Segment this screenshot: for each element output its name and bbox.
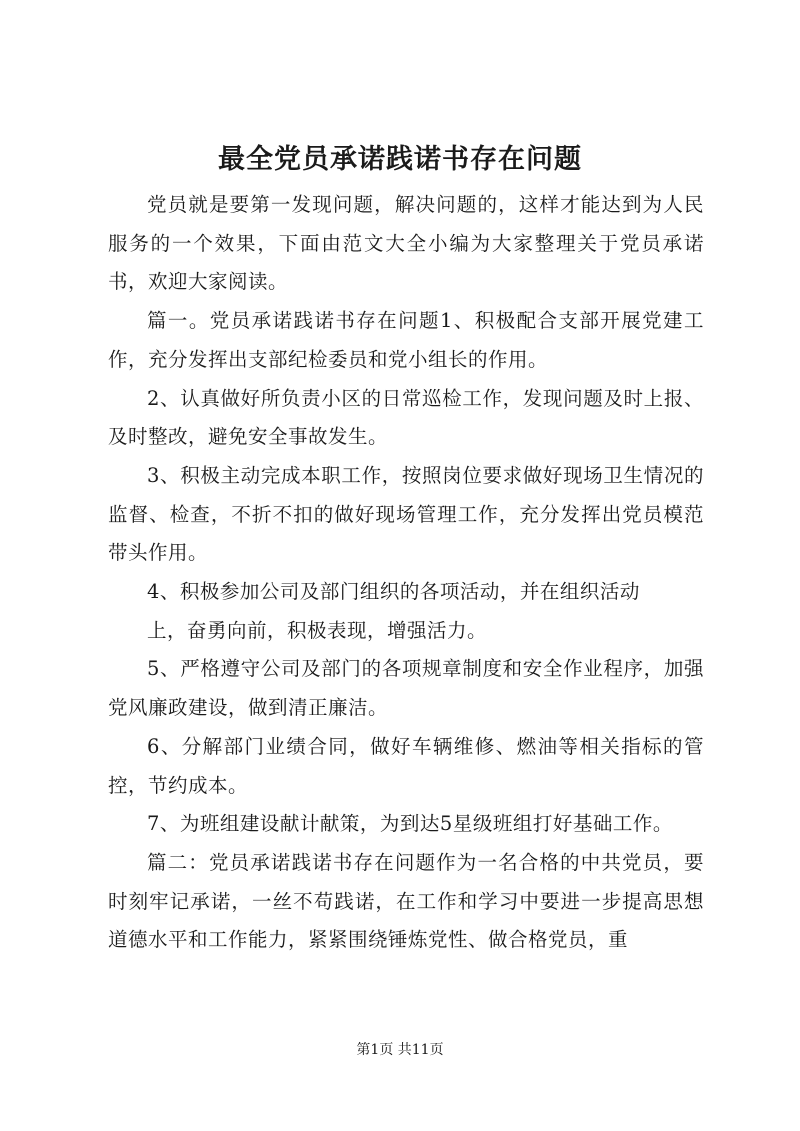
document-title: 最全党员承诺践诺书存在问题 bbox=[218, 144, 582, 175]
paragraph-item-5: 5、严格遵守公司及部门的各项规章制度和安全作业程序，加强党风廉政建设，做到清正廉洁。 bbox=[108, 657, 704, 720]
paragraph-item-2: 2、认真做好所负责小区的日常巡检工作，发现问题及时上报、及时整改，避免安全事故发生。 bbox=[108, 386, 704, 449]
paragraph-part-one-item-1: 篇一。党员承诺践诺书存在问题1、积极配合支部开展党建工作，充分发挥出支部纪检委员和党小组长的作用。 bbox=[108, 309, 704, 371]
page-number-footer: 第1页 共11页 bbox=[356, 1042, 444, 1058]
document-body bbox=[108, 186, 704, 960]
paragraph-item-3: 3、积极主动完成本职工作，按照岗位要求做好现场卫生情况的监督、检查，不折不扣的做好现场管理工作，充分发挥出党员模范带头作用。 bbox=[108, 463, 704, 565]
paragraph-item-4-continued: 上，奋勇向前，积极表现，增强活力。 bbox=[147, 618, 488, 642]
paragraph-item-4: 4、积极参加公司及部门组织的各项活动，并在组织活动 bbox=[147, 580, 640, 604]
paragraph-item-6: 6、分解部门业绩合同，做好车辆维修、燃油等相关指标的管控，节约成本。 bbox=[108, 734, 704, 797]
paragraph-intro: 党员就是要第一发现问题，解决问题的，这样才能达到为人民服务的一个效果，下面由范文大全小编为大家整理关于党员承诺书，欢迎大家阅读。 bbox=[108, 193, 704, 294]
paragraph-part-two: 篇二：党员承诺践诺书存在问题作为一名合格的中共党员，要时刻牢记承诺，一丝不苟践诺，在工作和学习中要进一步提高思想道德水平和工作能力，紧紧围绕锤炼党性、做合格党员，重 bbox=[108, 850, 704, 952]
paragraph-item-7: 7、为班组建设献计献策，为到达5星级班组打好基础工作。 bbox=[147, 812, 673, 836]
